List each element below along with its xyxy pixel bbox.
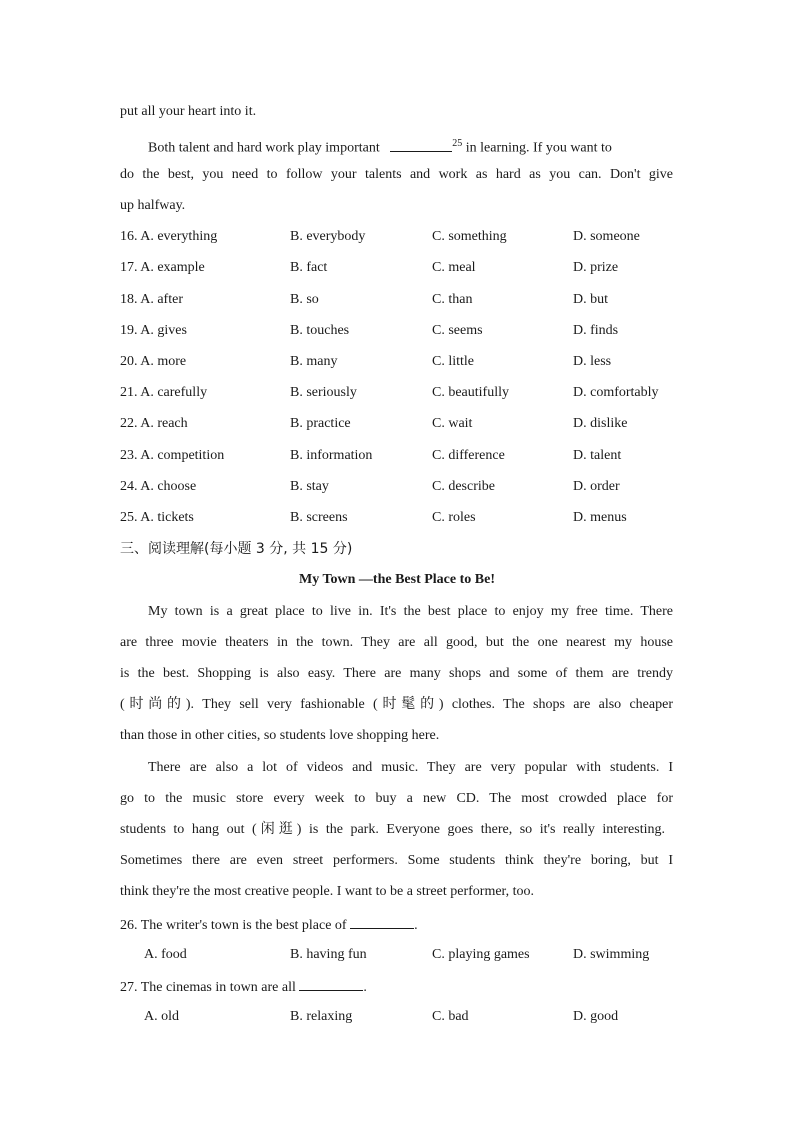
option-a: 25. A. tickets xyxy=(120,510,194,525)
option-row xyxy=(0,477,794,497)
option-row xyxy=(0,945,794,965)
option-d: D. less xyxy=(573,354,612,369)
question-text: 27. The cinemas in town are all xyxy=(120,980,296,995)
option-a: 23. A. competition xyxy=(120,448,225,463)
option-a: 20. A. more xyxy=(120,354,187,369)
option-a: 18. A. after xyxy=(120,292,183,307)
option-a: 17. A. example xyxy=(120,260,205,275)
option-row xyxy=(0,258,794,278)
passage-line: than those in other cities, so students love shopping here. xyxy=(120,728,440,743)
option-a: A. old xyxy=(144,1009,179,1024)
option-row xyxy=(0,321,794,341)
option-d: D. dislike xyxy=(573,416,628,431)
option-a: 16. A. everything xyxy=(120,229,218,244)
option-row xyxy=(0,227,794,247)
passage-line: (时尚的). They sell very fashionable (时髦的) clothes. The shops are also cheaper xyxy=(120,697,673,712)
blank-number: 25 xyxy=(452,138,463,149)
question-stem: 26. The writer's town is the best place of . xyxy=(120,914,418,936)
option-d: D. talent xyxy=(573,448,622,463)
option-a: 19. A. gives xyxy=(120,323,187,338)
passage-line: are three movie theaters in the town. They are all good, but the one nearest my house xyxy=(120,635,673,650)
question-text: 26. The writer's town is the best place of xyxy=(120,918,347,933)
cloze-line: put all your heart into it. xyxy=(120,104,257,119)
passage-line: My town is a great place to live in. It's the best place to enjoy my free time. There xyxy=(148,604,673,619)
answer-blank[interactable] xyxy=(350,914,414,929)
option-b: B. relaxing xyxy=(290,1009,353,1024)
cloze-line-blank xyxy=(148,134,612,159)
option-c: C. something xyxy=(432,229,507,244)
passage-line: students to hang out (闲逛) is the park. Everyone goes there, so it's really interesting. xyxy=(120,822,665,837)
option-a: A. food xyxy=(144,947,187,962)
option-d: D. menus xyxy=(573,510,627,525)
option-c: C. difference xyxy=(432,448,505,463)
cloze-line: up halfway. xyxy=(120,198,186,213)
passage-line: think they're the most creative people. I want to be a street performer, too. xyxy=(120,884,535,899)
option-c: C. roles xyxy=(432,510,476,525)
option-c: C. playing games xyxy=(432,947,530,962)
option-row xyxy=(0,383,794,403)
option-b: B. information xyxy=(290,448,373,463)
passage-line: is the best. Shopping is also easy. There are many shops and some of them are trendy xyxy=(120,666,673,681)
option-d: D. finds xyxy=(573,323,619,338)
option-b: B. practice xyxy=(290,416,351,431)
passage-title: My Town —the Best Place to Be! xyxy=(299,572,495,587)
option-row xyxy=(0,1007,794,1027)
option-d: D. someone xyxy=(573,229,640,244)
option-c: C. beautifully xyxy=(432,385,509,400)
option-a: 21. A. carefully xyxy=(120,385,208,400)
option-d: D. good xyxy=(573,1009,619,1024)
option-row xyxy=(0,352,794,372)
option-c: C. bad xyxy=(432,1009,469,1024)
option-b: B. touches xyxy=(290,323,350,338)
option-d: D. comfortably xyxy=(573,385,659,400)
option-row xyxy=(0,446,794,466)
option-b: B. seriously xyxy=(290,385,357,400)
cloze-line: do the best, you need to follow your talents and work as hard as you can. Don't give xyxy=(120,167,673,182)
section-heading: 三、阅读理解(每小题 3 分, 共 15 分) xyxy=(120,541,353,557)
passage-line: go to the music store every week to buy a new CD. The most crowded place for xyxy=(120,791,673,806)
option-c: C. little xyxy=(432,354,474,369)
option-row xyxy=(0,290,794,310)
cloze-text-post: in learning. If you want to xyxy=(465,140,612,156)
passage-line: Sometimes there are even street performers. Some students think they're boring, but I xyxy=(120,853,673,868)
answer-blank[interactable] xyxy=(390,137,452,152)
option-b: B. having fun xyxy=(290,947,367,962)
option-b: B. screens xyxy=(290,510,348,525)
option-b: B. fact xyxy=(290,260,328,275)
option-d: D. order xyxy=(573,479,620,494)
option-a: 22. A. reach xyxy=(120,416,188,431)
option-c: C. describe xyxy=(432,479,495,494)
option-c: C. than xyxy=(432,292,473,307)
answer-blank[interactable] xyxy=(299,976,363,991)
option-c: C. seems xyxy=(432,323,483,338)
option-c: C. wait xyxy=(432,416,473,431)
option-b: B. many xyxy=(290,354,338,369)
option-d: D. prize xyxy=(573,260,619,275)
option-c: C. meal xyxy=(432,260,476,275)
cloze-text-pre: Both talent and hard work play important xyxy=(148,140,380,156)
option-row xyxy=(0,508,794,528)
option-d: D. swimming xyxy=(573,947,650,962)
option-row xyxy=(0,414,794,434)
question-stem: 27. The cinemas in town are all . xyxy=(120,976,367,998)
passage-line: There are also a lot of videos and music. They are very popular with students. I xyxy=(148,760,673,775)
option-a: 24. A. choose xyxy=(120,479,197,494)
option-b: B. so xyxy=(290,292,319,307)
option-b: B. everybody xyxy=(290,229,366,244)
option-b: B. stay xyxy=(290,479,329,494)
option-d: D. but xyxy=(573,292,608,307)
